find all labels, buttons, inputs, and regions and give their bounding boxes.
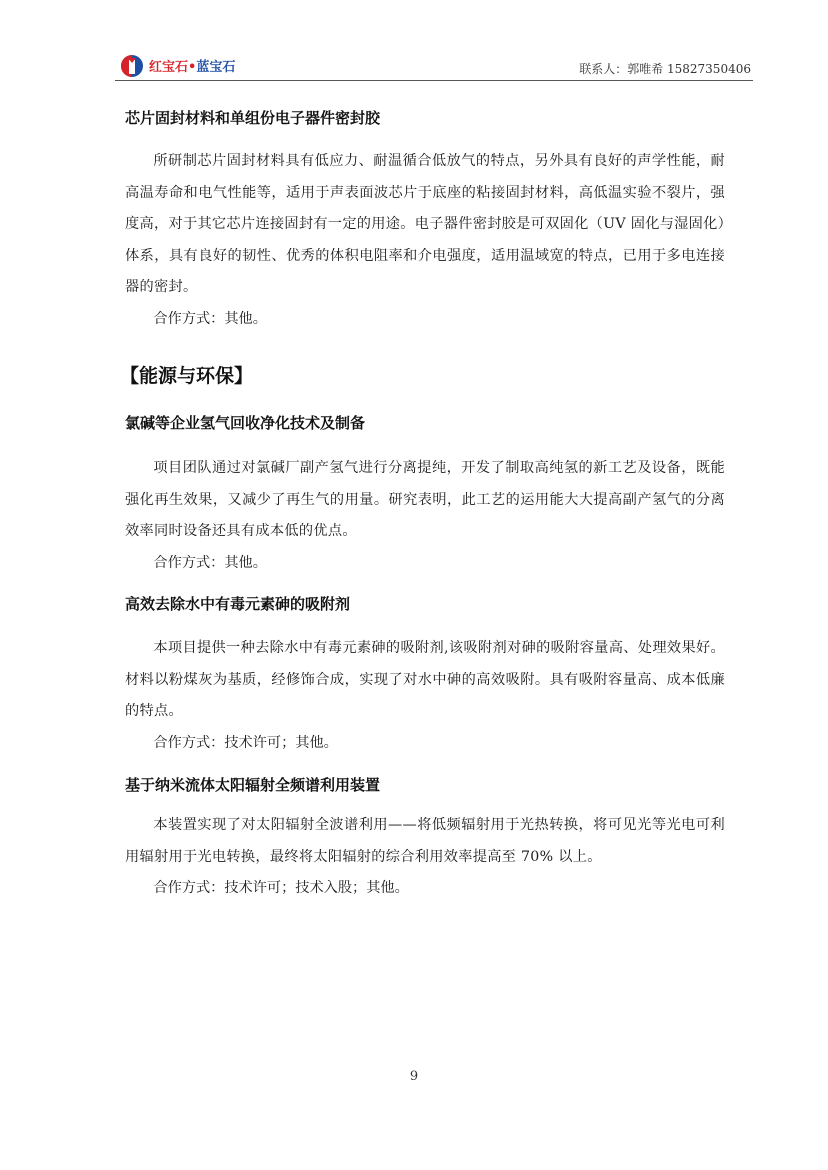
section-hydrogen-recovery xyxy=(125,412,725,579)
logo-separator: • xyxy=(188,59,197,75)
cooperation-mode: 合作方式：其他。 xyxy=(153,310,267,327)
section-title: 基于纳米流体太阳辐射全频谱利用装置 xyxy=(125,776,381,794)
contact-info: 联系人：郭唯希 15827350406 xyxy=(579,62,751,76)
cooperation-mode: 合作方式：技术许可；技术入股；其他。 xyxy=(153,880,409,896)
cooperation-mode: 合作方式：技术许可；其他。 xyxy=(153,734,338,751)
page-header xyxy=(115,48,753,81)
company-logo xyxy=(117,52,235,78)
section-title: 氯碱等企业氢气回收净化技术及制备 xyxy=(125,414,366,432)
section-paragraph: 本装置实现了对太阳辐射全波谱利用——将低频辐射用于光热转换，将可见光等光电可利用辐射用于光电转换，最终将太阳辐射的综合利用效率提高至 70% 以上。 xyxy=(125,817,725,865)
category-title: 【能源与环保】 xyxy=(120,365,254,387)
logo-text-blue: 蓝宝石 xyxy=(196,59,236,75)
section-title: 芯片固封材料和单组份电子器件密封胶 xyxy=(125,109,381,127)
section-paragraph: 所研制芯片固封材料具有低应力、耐温循合低放气的特点，另外具有良好的声学性能，耐高温寿命和电气性能等，适用于声表面波芯片于底座的粘接固封材料，高低温实验不裂片，强度高，对于其它芯片连接固封有一定的用途。电子器件密封胶是可双固化（UV 固化与湿固化）体系，具有良好的韧性、优秀的体积电阻率和介电强度，适用温域宽的特点，已用于多电连接器的密封。 xyxy=(125,153,726,295)
page-number: 9 xyxy=(409,1069,419,1084)
section-solar-device xyxy=(125,774,725,905)
gem-logo-icon xyxy=(117,52,147,78)
page-content xyxy=(120,103,726,905)
section-title: 高效去除水中有毒元素砷的吸附剂 xyxy=(125,595,351,613)
logo-text-red: 红宝石 xyxy=(149,59,189,75)
section-arsenic-adsorbent xyxy=(125,593,725,759)
section-paragraph: 项目团队通过对氯碱厂副产氢气进行分离提纯，开发了制取高纯氢的新工艺及设备，既能强化再生效果，又减少了再生气的用量。研究表明，此工艺的运用能大大提高副产氢气的分离效率同时设备还具有成本低的优点。 xyxy=(125,460,725,539)
section-paragraph: 本项目提供一种去除水中有毒元素砷的吸附剂,该吸附剂对砷的吸附容量高、处理效果好。材料以粉煤灰为基质，经修饰合成，实现了对水中砷的高效吸附。具有吸附容量高、成本低廉的特点。 xyxy=(125,640,725,719)
section-chip-sealant xyxy=(125,107,725,335)
cooperation-mode: 合作方式：其他。 xyxy=(153,554,267,571)
